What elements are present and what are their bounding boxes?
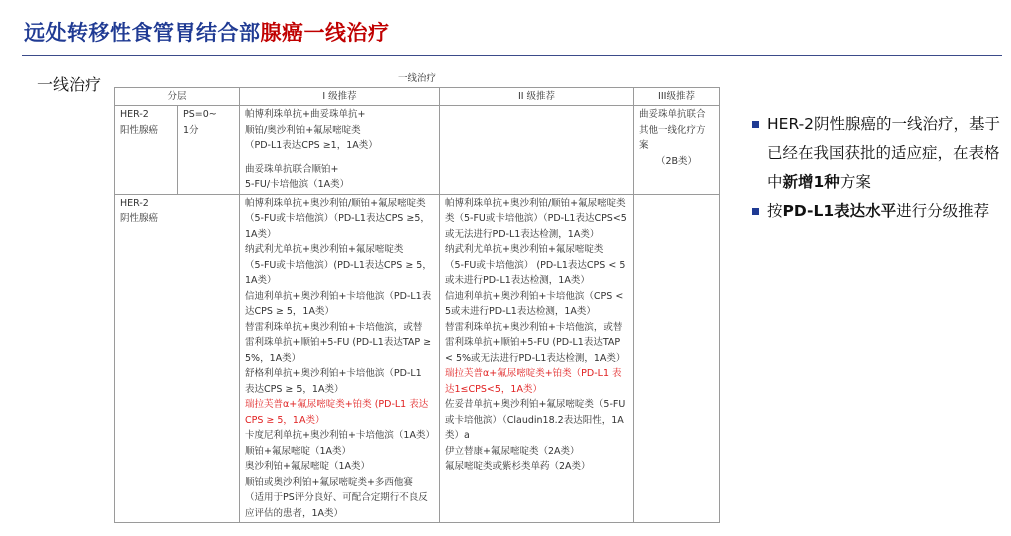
cell-ps: [178, 106, 240, 195]
header-grade2: II 级推荐: [440, 87, 634, 106]
table-row-her2-positive: [115, 106, 720, 195]
text-line: 瑞拉芙普α+氟尿嘧啶类+铂类（PD-L1 表: [445, 368, 622, 379]
bullet-item: [752, 197, 1007, 226]
text-line: 类）a: [445, 430, 470, 441]
slide-title-part1: 远处转移性食管胃结合部: [24, 21, 261, 45]
slide-title: [24, 17, 390, 47]
key-points: [752, 110, 1007, 226]
bullet-bold: 新增1种: [782, 173, 840, 191]
text-line: 纳武利尤单抗+奥沙利铂+氟尿嘧啶类: [245, 244, 404, 255]
cell-row2-grade3: [634, 194, 720, 523]
text-line: 奥沙利铂+氟尿嘧啶（1A类）: [245, 461, 371, 472]
text-line: 顺铂+氟尿嘧啶（1A类）: [245, 445, 352, 457]
bullet-text: 进行分级推荐: [896, 202, 990, 220]
text-line: 替雷利珠单抗+奥沙利铂+卡培他滨，或替: [445, 321, 623, 333]
cell-her2-positive: [115, 106, 178, 195]
text-line: （5-FU或卡培他滨）(PD-L1表达CPS ≥ 5，: [245, 259, 432, 271]
text-line: HER-2: [120, 197, 149, 209]
text-line: 达1≤CPS<5，1A类）: [445, 383, 542, 395]
bullet-item: [752, 110, 1007, 197]
text-line: 或无法进行PD-L1表达检测，1A类）: [445, 228, 600, 240]
text-line: 舒格利单抗+奥沙利铂+卡培他滨（PD-L1: [245, 368, 422, 379]
text-line: 顺铂或奥沙利铂+氟尿嘧啶类+多西他赛: [245, 476, 413, 488]
bullet-text: HER-2阴性腺癌的一线治疗，基于已经在我国获批的适应症，在表格中: [767, 115, 1001, 191]
text-line: 帕博利珠单抗+奥沙利铂/顺铂+氟尿嘧啶类: [445, 197, 626, 209]
text-line: 5-FU/卡培他滨（1A类）: [245, 179, 350, 190]
treatment-table: [114, 71, 720, 523]
text-line: 阳性腺癌: [120, 124, 159, 136]
text-line: < 5%或无法进行PD-L1表达检测，1A类）: [445, 352, 626, 364]
side-label: 一线治疗: [37, 75, 102, 94]
text-line: （PD-L1表达CPS ≥1，1A类）: [245, 140, 378, 151]
text-line: 达CPS ≥ 5，1A类）: [245, 306, 334, 317]
text-line: （5-FU或卡培他滨）（PD-L1表达CPS ≥5，: [245, 213, 430, 224]
text-line: 佐妥昔单抗+奥沙利铂+氟尿嘧啶类（5-FU: [445, 399, 626, 410]
text-line: 曲妥珠单抗联合顺铂+: [245, 163, 339, 175]
header-grade1: I 级推荐: [240, 87, 440, 106]
text-line: 氟尿嘧啶类或紫杉类单药（2A类）: [445, 461, 591, 472]
text-line: 类（5-FU或卡培他滨）（PD-L1表达CPS<5: [445, 213, 627, 224]
table-caption: 一线治疗: [397, 73, 436, 84]
cell-her2-negative: [115, 194, 240, 523]
text-line: 应评估的患者，1A类）: [245, 507, 344, 519]
text-line: 阴性腺癌: [120, 213, 159, 224]
text-line: 5%，1A类）: [245, 352, 302, 364]
bullet-bold: PD-L1表达水平: [782, 202, 897, 220]
text-line: 纳武利尤单抗+奥沙利铂+氟尿嘧啶类: [445, 244, 604, 255]
text-line: （适用于PS评分良好、可配合定期行不良反: [245, 492, 428, 503]
text-line: 雷利珠单抗+顺铂+5-FU (PD-L1表达TAP: [445, 337, 621, 348]
text-line: （5-FU或卡培他滨） (PD-L1表达CPS < 5: [445, 259, 626, 271]
text-line: 5或未进行PD-L1表达检测，1A类）: [445, 306, 596, 317]
bullet-text: 方案: [839, 173, 871, 191]
header-grade3: III级推荐: [634, 87, 720, 106]
cell-row2-grade2: [440, 194, 634, 523]
text-line: 其他一线化疗方: [639, 124, 706, 136]
cell-row1-grade3: [634, 106, 720, 195]
text-line: 或卡培他滨）（Claudin18.2表达阳性，1A: [445, 414, 624, 426]
bullet-text: 按: [767, 202, 783, 220]
cell-row1-grade1: [240, 106, 440, 195]
title-divider: [22, 55, 1002, 56]
text-line: 1A类）: [245, 275, 277, 286]
text-line: HER-2: [120, 109, 149, 120]
text-line: CPS ≥ 5，1A类）: [245, 414, 325, 426]
text-line: 1A类）: [245, 228, 277, 240]
cell-row2-grade1: [240, 194, 440, 523]
text-line: PS=0~: [183, 109, 217, 120]
text-line: 1分: [183, 124, 199, 136]
text-line: 替雷利珠单抗+奥沙利铂+卡培他滨，或替: [245, 321, 423, 333]
header-layer: 分层: [115, 87, 240, 106]
text-line: 顺铂/奥沙利铂+氟尿嘧啶类: [245, 124, 361, 136]
text-line: 雷利珠单抗+顺铂+5-FU (PD-L1表达TAP ≥: [245, 337, 432, 348]
text-line: 信迪利单抗+奥沙利铂+卡培他滨（CPS <: [445, 290, 624, 302]
text-line: 瑞拉芙普α+氟尿嘧啶类+铂类 (PD-L1 表达: [245, 399, 429, 410]
text-line: 帕博利珠单抗+曲妥珠单抗+: [245, 109, 366, 120]
slide-title-part2: 腺癌一线治疗: [260, 21, 390, 45]
cell-row1-grade2: [440, 106, 634, 195]
text-line: 案: [639, 140, 649, 151]
text-line: 表达CPS ≥ 5，1A类）: [245, 383, 344, 395]
text-line: 卡度尼利单抗+奥沙利铂+卡培他滨（1A类）: [245, 430, 435, 441]
text-line: 伊立替康+氟尿嘧啶类（2A类）: [445, 445, 580, 457]
text-line: （2B类）: [655, 155, 698, 167]
text-line: 曲妥珠单抗联合: [639, 109, 706, 120]
table-row-her2-negative: [115, 194, 720, 523]
text-line: 或未进行PD-L1表达检测，1A类）: [445, 275, 590, 286]
text-line: 帕博利珠单抗+奥沙利铂/顺铂+氟尿嘧啶类: [245, 197, 426, 209]
text-line: 信迪利单抗+奥沙利铂+卡培他滨（PD-L1表: [245, 290, 432, 302]
